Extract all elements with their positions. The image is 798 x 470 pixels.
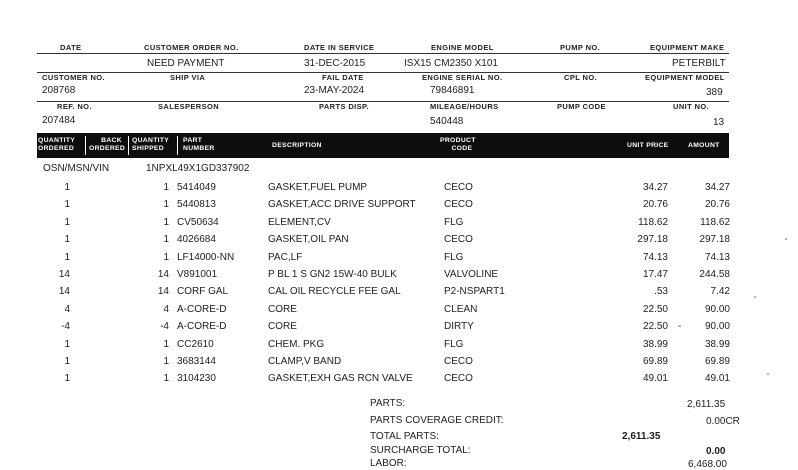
unit-price-cell: 74.13 (642, 251, 668, 263)
col-back-ordered-line1: BACK (101, 137, 122, 144)
col-qty-ordered-line2: ORDERED (38, 145, 75, 152)
part-number-cell: A-CORE-D (177, 321, 227, 333)
part-number-cell: 3683144 (177, 356, 216, 367)
col-product-code-line2: CODE (451, 145, 473, 152)
ref-no-value: 207484 (42, 115, 76, 126)
product-code-cell: CLEAN (444, 303, 478, 315)
qty-ordered-cell: 1 (64, 199, 70, 211)
unit-price-cell: 22.50 (642, 303, 668, 315)
ship-via-label: SHIP VIA (170, 73, 206, 82)
table-row (0, 252, 798, 269)
pump-no-label: PUMP NO. (560, 43, 601, 52)
description-cell: CLAMP,V BAND (268, 356, 342, 367)
part-number-cell: A-CORE-D (177, 303, 227, 315)
amount-cell: 49.01 (704, 373, 730, 385)
unit-price-cell: 20.76 (642, 199, 668, 211)
equipment-model-value: 389 (706, 87, 723, 98)
description-cell: GASKET,EXH GAS RCN VALVE (268, 373, 413, 385)
engine-serial-value: 79846891 (430, 85, 475, 96)
qty-shipped-cell: 14 (157, 286, 169, 298)
scan-speck (767, 373, 769, 375)
unit-no-value: 13 (713, 117, 725, 128)
description-cell: PAC,LF (268, 251, 303, 263)
unit-no-label: UNIT NO. (673, 102, 710, 111)
description-cell: ELEMENT,CV (268, 216, 331, 228)
qty-ordered-cell: 1 (64, 338, 70, 350)
part-number-cell: 5440813 (177, 199, 216, 211)
qty-ordered-cell: 1 (64, 356, 70, 367)
col-product-code-line1: PRODUCT (440, 137, 476, 144)
qty-ordered-cell: 1 (64, 182, 70, 193)
qty-ordered-cell: 14 (58, 286, 70, 298)
unit-price-cell: 38.99 (642, 338, 668, 350)
description-cell: CHEM. PKG (268, 338, 325, 350)
col-back-ordered (89, 137, 125, 153)
table-row (0, 234, 798, 251)
cpl-no-label: CPL NO. (564, 73, 598, 82)
qty-shipped-cell: 1 (163, 338, 169, 350)
parts-value: 2,611.35 (687, 399, 726, 410)
product-code-cell: FLG (444, 251, 464, 263)
col-product-code (440, 137, 476, 153)
description-cell: CORE (268, 303, 297, 315)
amount-cell: 74.13 (704, 251, 730, 263)
part-number-cell: CV50634 (177, 216, 219, 228)
part-number-cell: CC2610 (177, 338, 214, 350)
col-qty-shipped-line1: QUANTITY (132, 137, 170, 144)
parts-disp-label: PARTS DISP. (319, 102, 369, 111)
header-rule-1 (37, 53, 729, 54)
amount-cell: 244.58 (699, 269, 730, 280)
table-row (0, 356, 798, 373)
pump-code-label: PUMP CODE (557, 102, 606, 111)
total-parts-value: 2,611.35 (622, 431, 661, 442)
qty-ordered-cell: 1 (64, 251, 70, 263)
part-number-cell: 3104230 (177, 373, 216, 385)
part-number-cell: 5414049 (177, 182, 216, 193)
table-row (0, 304, 798, 321)
ref-no-label: REF. NO. (57, 102, 92, 111)
col-separator (177, 136, 178, 155)
table-row (0, 373, 798, 390)
table-row (0, 286, 798, 303)
col-qty-ordered (38, 137, 75, 153)
qty-shipped-cell: 1 (163, 356, 169, 367)
unit-price-cell: 34.27 (642, 182, 668, 193)
product-code-cell: CECO (444, 182, 473, 193)
osn-value: 1NPXL49X1GD337902 (146, 163, 250, 174)
table-row (0, 339, 798, 356)
qty-shipped-cell: 4 (163, 303, 169, 315)
dash-mark: - (678, 321, 682, 333)
product-code-cell: P2-NSPART1 (444, 286, 505, 298)
qty-ordered-cell: 14 (58, 269, 70, 280)
osn-label: OSN/MSN/VIN (43, 163, 110, 174)
amount-cell: 118.62 (700, 216, 730, 228)
product-code-cell: CECO (444, 356, 473, 367)
product-code-cell: FLG (444, 216, 464, 228)
col-qty-shipped-line2: SHIPPED (132, 145, 164, 152)
fail-date-value: 23-MAY-2024 (304, 85, 365, 96)
qty-ordered-cell: 4 (64, 303, 70, 315)
col-description: DESCRIPTION (272, 142, 322, 149)
scan-speck (785, 238, 787, 240)
qty-shipped-cell: 1 (163, 251, 169, 263)
col-qty-shipped (132, 137, 169, 153)
part-number-cell: V891001 (177, 269, 218, 280)
description-cell: P BL 1 S GN2 15W-40 BULK (268, 269, 397, 280)
col-qty-ordered-line1: QUANTITY (38, 137, 76, 144)
table-row (0, 217, 798, 234)
col-unit-price: UNIT PRICE (627, 142, 669, 149)
part-number-cell: 4026684 (177, 234, 216, 246)
equipment-make-label: EQUIPMENT MAKE (650, 43, 725, 52)
product-code-cell: FLG (444, 338, 464, 350)
amount-cell: 297.18 (699, 234, 730, 246)
qty-shipped-cell: 1 (163, 199, 169, 211)
description-cell: CAL OIL RECYCLE FEE GAL (268, 286, 401, 298)
date-in-service-value: 31-DEC-2015 (304, 58, 366, 69)
part-number-cell: LF14000-NN (177, 251, 235, 263)
amount-cell: 90.00 (704, 321, 730, 333)
labor-value: 6,468.00 (688, 459, 727, 470)
amount-cell: 34.27 (704, 182, 730, 193)
amount-cell: 69.89 (704, 356, 730, 367)
amount-cell: 90.00 (704, 303, 730, 315)
unit-price-cell: .53 (654, 286, 668, 298)
customer-no-value: 208768 (42, 85, 76, 96)
unit-price-cell: 17.47 (642, 269, 668, 280)
amount-cell: 7.42 (710, 286, 730, 298)
qty-ordered-cell: 1 (64, 216, 70, 228)
unit-price-cell: 69.89 (642, 356, 668, 367)
description-cell: GASKET,FUEL PUMP (268, 182, 368, 193)
engine-model-value: ISX15 CM2350 X101 (404, 58, 498, 69)
amount-cell: 38.99 (704, 338, 730, 350)
description-cell: CORE (268, 321, 297, 333)
fail-date-label: FAIL DATE (322, 73, 364, 82)
coverage-label: PARTS COVERAGE CREDIT: (370, 415, 504, 426)
product-code-cell: CECO (444, 234, 473, 246)
product-code-cell: CECO (444, 373, 473, 385)
qty-shipped-cell: 1 (163, 182, 169, 193)
engine-model-label: ENGINE MODEL (431, 43, 494, 52)
parts-label: PARTS: (370, 398, 406, 409)
table-row (0, 321, 798, 338)
unit-price-cell: 297.18 (637, 234, 668, 246)
col-part-number-line2: NUMBER (183, 145, 215, 152)
part-number-cell: CORF GAL (177, 286, 229, 298)
col-part-number-line1: PART (183, 137, 203, 144)
coverage-value: 0.00CR (706, 416, 740, 427)
description-cell: GASKET,OIL PAN (268, 234, 349, 246)
product-code-cell: CECO (444, 199, 473, 211)
equipment-make-value: PETERBILT (672, 58, 726, 69)
col-amount: AMOUNT (688, 142, 720, 149)
column-header-band (37, 133, 729, 158)
customer-order-value: NEED PAYMENT (147, 58, 225, 69)
total-parts-label: TOTAL PARTS: (370, 431, 439, 442)
date-label: DATE (60, 43, 82, 52)
col-separator (128, 136, 129, 155)
mileage-label: MILEAGE/HOURS (430, 102, 499, 111)
qty-ordered-cell: 1 (64, 373, 70, 385)
surcharge-label: SURCHARGE TOTAL: (370, 445, 471, 456)
salesperson-label: SALESPERSON (158, 102, 220, 111)
col-back-ordered-line2: ORDERED (89, 145, 126, 152)
qty-shipped-cell: 1 (163, 234, 169, 246)
table-row (0, 182, 798, 199)
qty-ordered-cell: -4 (61, 321, 70, 333)
customer-order-label: CUSTOMER ORDER NO. (144, 43, 239, 52)
col-separator (85, 136, 86, 155)
unit-price-cell: 49.01 (642, 373, 668, 385)
scan-speck (754, 296, 756, 298)
header-rule-3 (37, 101, 729, 102)
unit-price-cell: 22.50 (642, 321, 668, 333)
description-cell: GASKET,ACC DRIVE SUPPORT (268, 199, 416, 211)
unit-price-cell: 118.62 (638, 216, 668, 228)
labor-label: LABOR: (370, 458, 407, 469)
product-code-cell: VALVOLINE (444, 269, 499, 280)
customer-no-label: CUSTOMER NO. (42, 73, 105, 82)
table-row (0, 269, 798, 286)
equipment-model-label: EQUIPMENT MODEL (645, 73, 725, 82)
engine-serial-label: ENGINE SERIAL NO. (422, 73, 503, 82)
col-part-number (183, 137, 215, 153)
mileage-value: 540448 (430, 116, 464, 127)
qty-shipped-cell: 1 (163, 216, 169, 228)
qty-shipped-cell: -4 (160, 321, 169, 333)
header-rule-2 (37, 72, 729, 73)
surcharge-value: 0.00 (706, 446, 726, 457)
table-row (0, 199, 798, 216)
qty-shipped-cell: 14 (157, 269, 169, 280)
qty-shipped-cell: 1 (163, 373, 169, 385)
amount-cell: 20.76 (704, 199, 730, 211)
date-in-service-label: DATE IN SERVICE (304, 43, 375, 52)
qty-ordered-cell: 1 (64, 234, 70, 246)
product-code-cell: DIRTY (444, 321, 474, 333)
